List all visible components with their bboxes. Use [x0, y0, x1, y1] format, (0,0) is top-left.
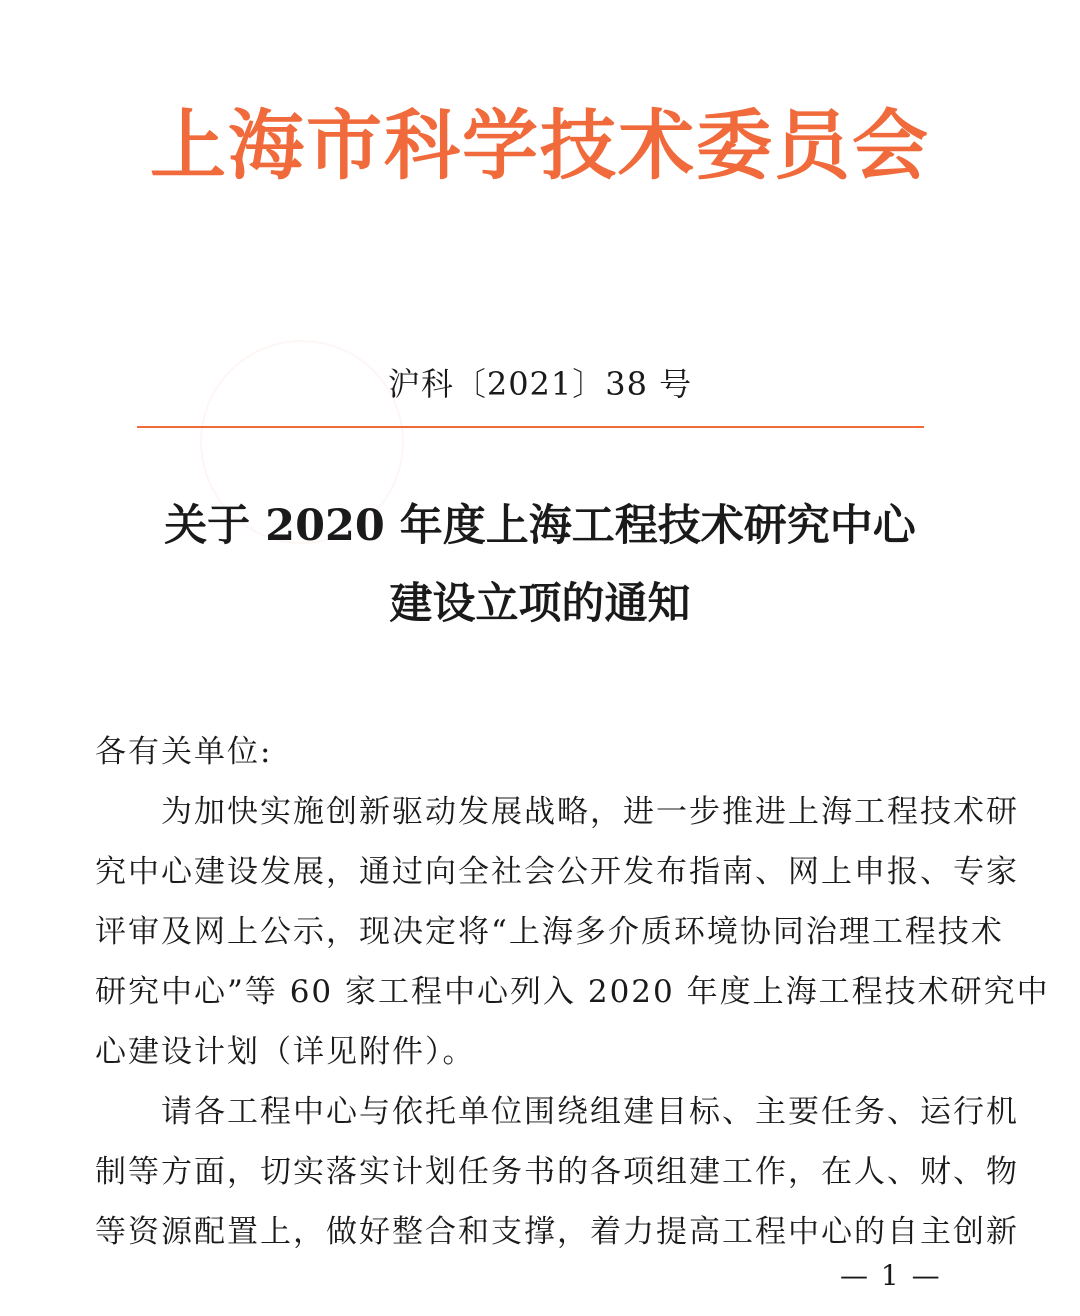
notice-title-line-1: 关于 2020 年度上海工程技术研究中心 — [164, 501, 916, 551]
page-number: — 1 — — [840, 1259, 942, 1292]
issuing-organization-header: 上海市科学技术委员会 — [150, 101, 930, 190]
paragraph-2-line: 等资源配置上，做好整合和支撑，着力提高工程中心的自主创新 — [95, 1214, 1019, 1250]
paragraph-1-line: 心建设计划（详见附件）。 — [95, 1034, 476, 1070]
red-separator-line — [137, 426, 924, 428]
paragraph-1 — [95, 782, 1050, 1082]
paragraph-1-line: 究中心建设发展，通过向全社会公开发布指南、网上申报、专家 — [95, 854, 1019, 890]
salutation: 各有关单位: — [95, 734, 273, 770]
paragraph-1-line: 为加快实施创新驱动发展战略，进一步推进上海工程技术研 — [95, 794, 1019, 830]
paragraph-1-line: 研究中心”等 60 家工程中心列入 2020 年度上海工程技术研究中 — [95, 974, 1050, 1010]
paragraph-2 — [95, 1082, 1019, 1262]
paragraph-1-line: 评审及网上公示，现决定将“上海多介质环境协同治理工程技术 — [95, 914, 1004, 950]
document-number: 沪科〔2021〕38 号 — [387, 365, 693, 403]
notice-title-line-2: 建设立项的通知 — [389, 579, 691, 629]
paragraph-2-line: 请各工程中心与依托单位围绕组建目标、主要任务、运行机 — [95, 1094, 1019, 1130]
paragraph-2-line: 制等方面，切实落实计划任务书的各项组建工作，在人、财、物 — [95, 1154, 1019, 1190]
